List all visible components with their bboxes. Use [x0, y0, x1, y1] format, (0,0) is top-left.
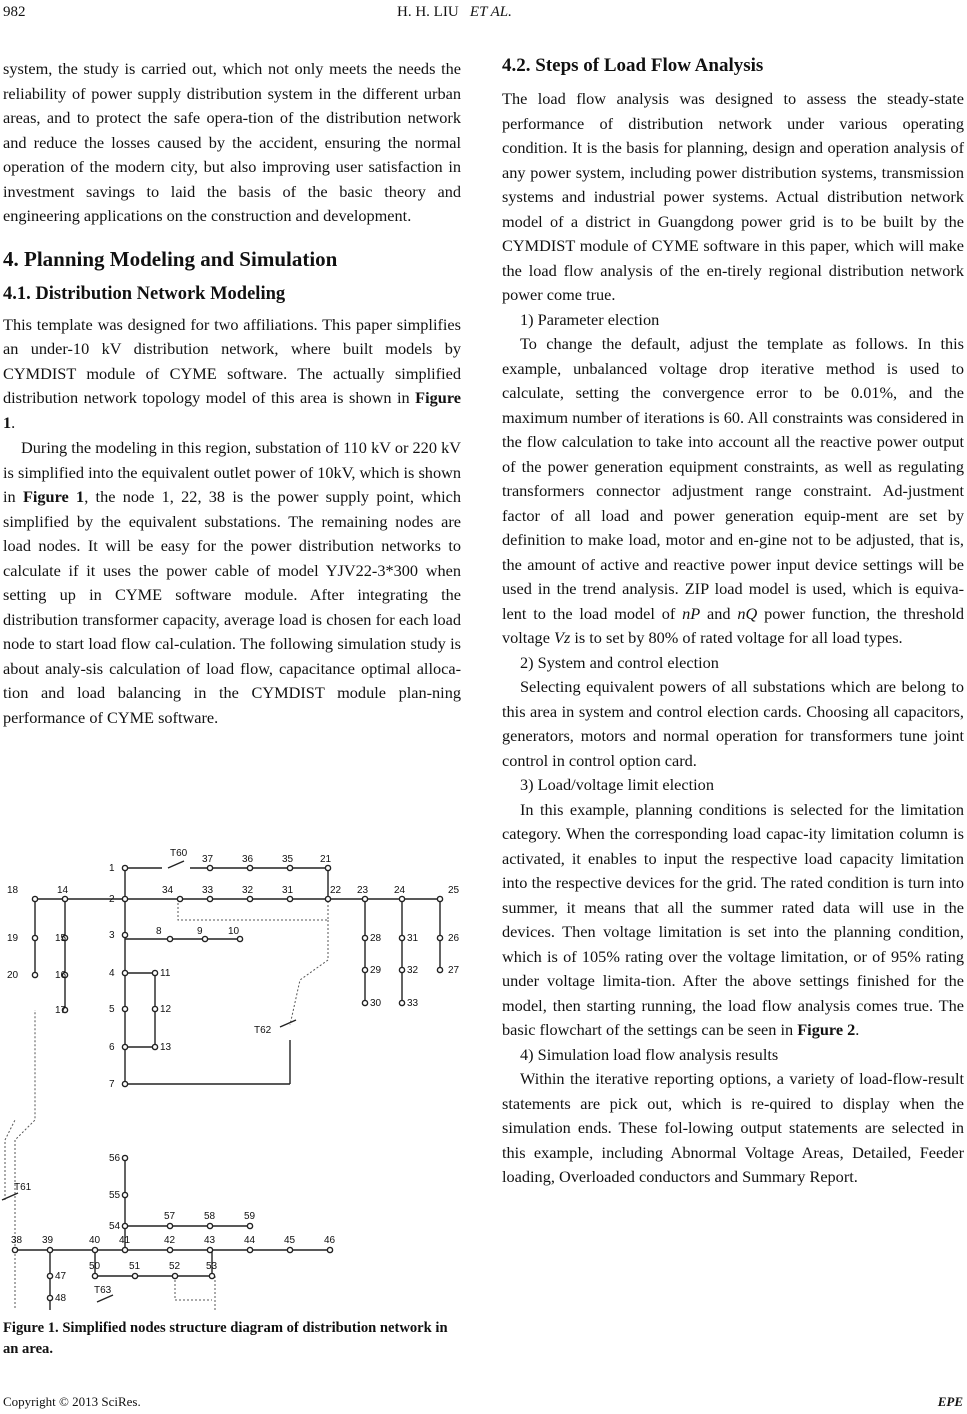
node-label-59: 59 — [244, 1211, 256, 1222]
node-label-13: 13 — [160, 1042, 172, 1053]
running-header — [397, 4, 512, 21]
node-28 — [362, 935, 367, 940]
node-47 — [47, 1273, 52, 1278]
node-label-34: 34 — [162, 885, 174, 896]
node-label-33: 33 — [202, 885, 214, 896]
footer-copyright: Copyright © 2013 SciRes. — [3, 1394, 141, 1409]
section-4-1-paragraph-2: During the modeling in this region, substation of 110 kV or 220 kV is simplified into the equivalent outlet power of 10kV, which is shown in Figure 1, the node 1, 22, 38 is the power supply point, which simplified by the equivalent substations. The remaining nodes are load nodes. It will be easy for the power distribution networks to calculate if it uses the power cable of model YJV22-3*300 when setting up in CYME software module. After integrating the distribution transformer capacity, average load is chosen for each load node to start load flow cal-culation. The following simulation study is about analy-sis calculation of load flow, capacitance optimal alloca-tion and load balancing in the CYMDIST module plan-ning performance of CYME software. — [3, 438, 461, 727]
node-label-26: 26 — [448, 933, 460, 944]
node-35 — [287, 865, 292, 870]
node-38 — [12, 1247, 17, 1252]
node-42 — [167, 1247, 172, 1252]
node-48 — [47, 1295, 52, 1300]
node-1 — [122, 865, 127, 870]
node-label-36: 36 — [242, 854, 254, 865]
node-53 — [209, 1273, 214, 1278]
step-1-heading: 1) Parameter election — [520, 309, 660, 329]
node-label-47: 47 — [55, 1271, 67, 1282]
node-label-31: 31 — [282, 885, 294, 896]
figure-1-ref: Figure 1 — [3, 388, 461, 432]
node-33 — [207, 896, 212, 901]
node-58 — [207, 1223, 212, 1228]
page-number: 982 — [3, 4, 26, 20]
node-label-42: 42 — [164, 1235, 176, 1246]
node-33 — [399, 1000, 404, 1005]
node-label-16: 16 — [55, 970, 67, 981]
node-label-58: 58 — [204, 1211, 216, 1222]
node-label-10: 10 — [228, 926, 240, 937]
node-27 — [437, 967, 442, 972]
node-label-39: 39 — [42, 1235, 54, 1246]
right-column — [502, 53, 964, 1190]
node-21 — [325, 865, 330, 870]
node-41 — [122, 1247, 127, 1252]
node-32 — [399, 967, 404, 972]
node-label-18: 18 — [7, 885, 19, 896]
node-2 — [122, 896, 127, 901]
node-label-41: 41 — [119, 1235, 131, 1246]
node-label-21: 21 — [320, 854, 332, 865]
node-label-38: 38 — [11, 1235, 23, 1246]
section-4-1-paragraph-1: This template was designed for two affiliations. This paper simplifies an under-10 kV distribution network, where built models by CYMDIST module of CYME software. The actually simplified distribution network topology model of this area is shown in Figure 1. — [3, 314, 461, 432]
node-label-28: 28 — [370, 933, 382, 944]
node-label-45: 45 — [284, 1235, 296, 1246]
switch-t60 — [168, 848, 188, 868]
node-19 — [32, 935, 37, 940]
node-label-31: 31 — [407, 933, 419, 944]
footer-journal: EPE — [937, 1394, 963, 1409]
node-5 — [122, 1006, 127, 1011]
node-label-43: 43 — [204, 1235, 216, 1246]
node-label-3: 3 — [109, 930, 115, 941]
node-label-8: 8 — [156, 926, 162, 937]
tie-line — [15, 1250, 215, 1310]
node-4 — [122, 970, 127, 975]
node-label-48: 48 — [55, 1293, 67, 1304]
node-31 — [287, 896, 292, 901]
tie-line — [15, 1010, 35, 1250]
node-label-30: 30 — [370, 998, 382, 1009]
node-label-40: 40 — [89, 1235, 101, 1246]
node-39 — [47, 1247, 52, 1252]
node-29 — [362, 967, 367, 972]
node-6 — [122, 1044, 127, 1049]
node-label-19: 19 — [7, 933, 19, 944]
node-20 — [32, 972, 37, 977]
node-13 — [152, 1044, 157, 1049]
node-52 — [172, 1273, 177, 1278]
switch-t62 — [254, 1020, 296, 1036]
node-45 — [287, 1247, 292, 1252]
section-4-2-paragraph: The load flow analysis was designed to assess the steady-state performance of distribution network under various operating condition. It is the basis for planning, design and operation analysis of any power system, including power distribution systems, transmission systems and industrial power systems. Actual distribution network model of a district in Guangdong power grid is to be built by the CYMDIST module of CYME software in this paper, which will make the load flow analysis of the en-tirely regional distribution network power come true. — [502, 89, 964, 304]
figure-1-ref: Figure 1 — [22, 487, 85, 506]
node-label-5: 5 — [109, 1004, 115, 1015]
node-label-23: 23 — [357, 885, 369, 896]
figure-1-diagram — [0, 840, 470, 1310]
node-label-20: 20 — [7, 970, 19, 981]
step-3-heading: 3) Load/voltage limit election — [520, 775, 714, 794]
node-label-4: 4 — [109, 968, 115, 979]
node-8 — [167, 936, 172, 941]
node-10 — [237, 936, 242, 941]
node-34 — [177, 896, 182, 901]
header-authors: H. H. LIU — [397, 4, 459, 20]
node-label-32: 32 — [242, 885, 254, 896]
node-label-54: 54 — [109, 1221, 121, 1232]
node-label-56: 56 — [109, 1153, 121, 1164]
node-label-52: 52 — [169, 1261, 181, 1272]
tie-line — [175, 1276, 212, 1300]
tie-line — [290, 920, 328, 1025]
node-label-2: 2 — [109, 894, 115, 905]
figure-2-ref: Figure 2 — [797, 1020, 856, 1039]
node-23 — [362, 896, 367, 901]
node-51 — [132, 1273, 137, 1278]
node-label-46: 46 — [324, 1235, 336, 1246]
header-et-al: ET AL. — [469, 4, 512, 20]
node-50 — [92, 1273, 97, 1278]
section-4-heading: 4. Planning Modeling and Simulation — [3, 246, 338, 271]
tie-line — [178, 899, 328, 920]
node-label-24: 24 — [394, 885, 406, 896]
switch-t63 — [94, 1285, 113, 1302]
svg-text:T61: T61 — [14, 1182, 32, 1193]
step-2-paragraph: Selecting equivalent powers of all substations which are belong to this area in system and control election cards. Choosing all capacitors, generators, motors and normal operation for transformers tune joint control in control option card. — [502, 677, 964, 770]
node-14 — [62, 896, 67, 901]
node-40 — [92, 1247, 97, 1252]
node-56 — [122, 1155, 127, 1160]
intro-paragraph: system, the study is carried out, which not only meets the needs the reliability of power supply distribution system in the different urban areas, and to protect the safe opera-tion of the distribution network and reduce the losses caused by the accident, ensuring the normal operation of the modern city, but also improving user satisfaction in investment savings to laid the basis of the basic theory and engineering applications on the construction and development. — [3, 59, 461, 225]
node-57 — [167, 1223, 172, 1228]
node-label-9: 9 — [197, 926, 203, 937]
node-label-14: 14 — [57, 885, 69, 896]
section-4-2-heading: 4.2. Steps of Load Flow Analysis — [502, 55, 764, 76]
node-label-22: 22 — [330, 885, 342, 896]
node-label-29: 29 — [370, 965, 382, 976]
node-9 — [202, 936, 207, 941]
node-label-44: 44 — [244, 1235, 256, 1246]
node-label-55: 55 — [109, 1190, 121, 1201]
node-59 — [247, 1223, 252, 1228]
node-26 — [437, 935, 442, 940]
node-label-15: 15 — [55, 933, 67, 944]
node-55 — [122, 1192, 127, 1197]
node-label-53: 53 — [206, 1261, 218, 1272]
node-3 — [122, 932, 127, 937]
node-label-12: 12 — [160, 1004, 172, 1015]
node-36 — [247, 865, 252, 870]
node-30 — [362, 1000, 367, 1005]
node-label-6: 6 — [109, 1042, 115, 1053]
node-label-27: 27 — [448, 965, 460, 976]
step-4-paragraph: Within the iterative reporting options, a variety of load-flow-result statements are pick out, which is re-quired to display when the simulation ends. These fol-lowing output statements are selected in this example, including Abnormal Voltage Areas, Detailed, Feeder loading, Overloaded conductors and Summary Report. — [502, 1069, 964, 1186]
section-4-1-heading: 4.1. Distribution Network Modeling — [3, 283, 286, 304]
node-label-17: 17 — [55, 1005, 67, 1016]
node-label-7: 7 — [109, 1079, 115, 1090]
node-24 — [399, 896, 404, 901]
node-label-51: 51 — [129, 1261, 141, 1272]
node-label-1: 1 — [109, 863, 115, 874]
svg-text:T63: T63 — [94, 1285, 112, 1296]
node-32 — [247, 896, 252, 901]
node-12 — [152, 1006, 157, 1011]
node-43 — [207, 1247, 212, 1252]
node-label-37: 37 — [202, 854, 214, 865]
node-54 — [122, 1223, 127, 1228]
svg-text:T60: T60 — [170, 848, 188, 859]
node-44 — [247, 1247, 252, 1252]
step-1-paragraph: To change the default, adjust the template as follows. In this example, unbalanced voltage drop iterative method is used to calculate, setting the convergence error to be 0.01%, and the maximum number of iterations is 60. All constraints was considered in the flow calculation to take into account all the reactive power output of the power generation equipment constraints, as well as regulating transformers connector adjustment range constraint. Ad-justment factor of all load and power generation equip-ment are set by definition to make load, motor and en-gine not to be adjusted, that is, the amount of active and reactive power input device settings will be used in the trend analysis. ZIP load model is used, which is equiva-lent to the load model of nP and nQ power function, the threshold voltage Vz is to set by 80% of rated voltage for all load types. — [502, 334, 965, 647]
node-label-32: 32 — [407, 965, 419, 976]
node-46 — [327, 1247, 332, 1252]
node-label-50: 50 — [89, 1261, 101, 1272]
node-7 — [122, 1081, 127, 1086]
node-11 — [152, 970, 157, 975]
left-column — [3, 57, 461, 730]
figure-1-caption: Figure 1. Simplified nodes structure diagram of distribution network in an area. — [3, 1320, 448, 1357]
node-label-25: 25 — [448, 885, 460, 896]
node-label-33: 33 — [407, 998, 419, 1009]
step-2-heading: 2) System and control election — [520, 652, 719, 672]
node-22 — [325, 896, 330, 901]
node-25 — [437, 896, 442, 901]
node-label-57: 57 — [164, 1211, 176, 1222]
node-18 — [32, 896, 37, 901]
svg-text:T62: T62 — [254, 1025, 272, 1036]
node-label-11: 11 — [160, 968, 171, 979]
node-label-35: 35 — [282, 854, 294, 865]
node-37 — [207, 865, 212, 870]
node-31 — [399, 935, 404, 940]
step-3-paragraph: In this example, planning conditions is selected for the limitation category. When the corresponding load capac-ity limitation column is activated, it enables to input the respective load capacity limitation into the respective devices for the grid. The rated condition is turn into summer, it means that all the summer rated data will use in the devices. Then voltage limitation is set into the planning condition, which is of 105% rating over the voltage limitation, or of 95% rating under voltage limita-tion. After the above settings finished for the model, then starting running, the load flow analysis comes true. The basic flowchart of the settings can be seen in Figure 2. — [502, 799, 964, 1039]
switch-t61 — [2, 1182, 32, 1200]
step-4-heading: 4) Simulation load flow analysis results — [520, 1044, 779, 1064]
